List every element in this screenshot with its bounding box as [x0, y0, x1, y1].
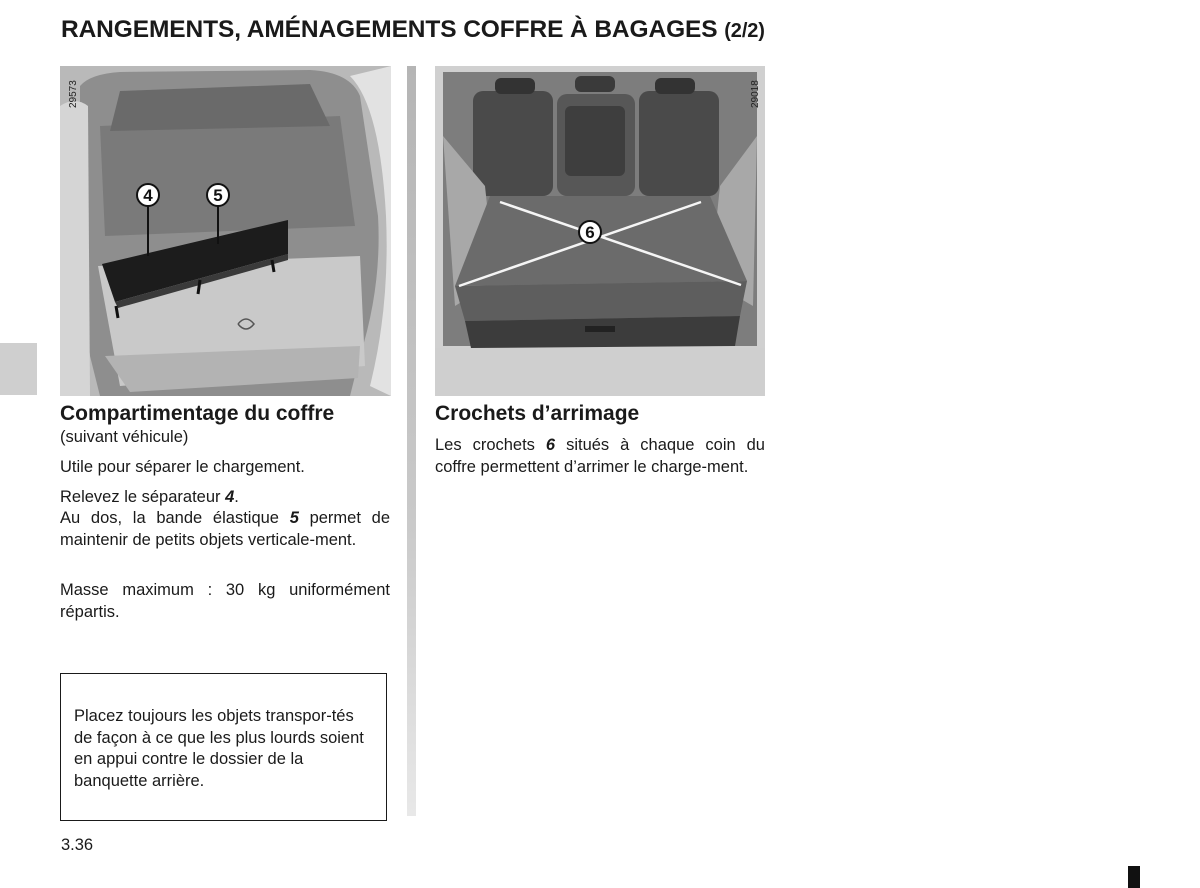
note-box — [60, 673, 387, 821]
photo-reference-number: 29018 — [750, 80, 761, 108]
callout-5 — [207, 184, 229, 206]
callout-6 — [579, 221, 601, 243]
svg-text:5: 5 — [213, 186, 223, 205]
note-text: Placez toujours les objets transpor-tés de façon à ce que les plus lourds soient en appui contre le dossier de la banquette arrière. — [74, 707, 364, 790]
section-tab-marker — [0, 343, 37, 395]
ref-6: 6 — [545, 436, 556, 454]
section-heading-tie-down-hooks: Crochets d’arrimage — [435, 402, 640, 425]
title-main: RANGEMENTS, AMÉNAGEMENTS COFFRE À BAGAGES — [61, 16, 718, 43]
column-divider — [407, 66, 416, 816]
page-number: 3.36 — [61, 836, 94, 854]
paragraph-max-mass: Masse maximum : 30 kg uniformément répartis. — [60, 581, 390, 621]
svg-text:4: 4 — [143, 186, 153, 205]
paragraph-raise-separator: Relevez le séparateur 4. — [60, 488, 239, 506]
photo-reference-number: 29573 — [68, 80, 79, 108]
page-edge-marker — [1128, 866, 1140, 888]
section-subheading: (suivant véhicule) — [60, 428, 189, 446]
paragraph-hooks: Les crochets 6 situés à chaque coin du coffre permettent d’arrimer le charge-ment. — [435, 436, 765, 476]
page-title — [61, 16, 765, 44]
ref-4: 4 — [225, 488, 235, 506]
trunk-separator-photo — [60, 66, 391, 396]
callout-4 — [137, 184, 159, 206]
section-heading-trunk-separator: Compartimentage du coffre — [60, 402, 335, 425]
paragraph-elastic-band: Au dos, la bande élastique 5 permet de maintenir de petits objets verticale-ment. — [60, 509, 390, 549]
svg-text:6: 6 — [585, 223, 595, 242]
title-page-indicator: (2/2) — [724, 20, 765, 42]
ref-5: 5 — [289, 509, 299, 527]
trunk-hooks-photo — [435, 66, 765, 396]
paragraph-usage: Utile pour séparer le chargement. — [60, 458, 305, 476]
